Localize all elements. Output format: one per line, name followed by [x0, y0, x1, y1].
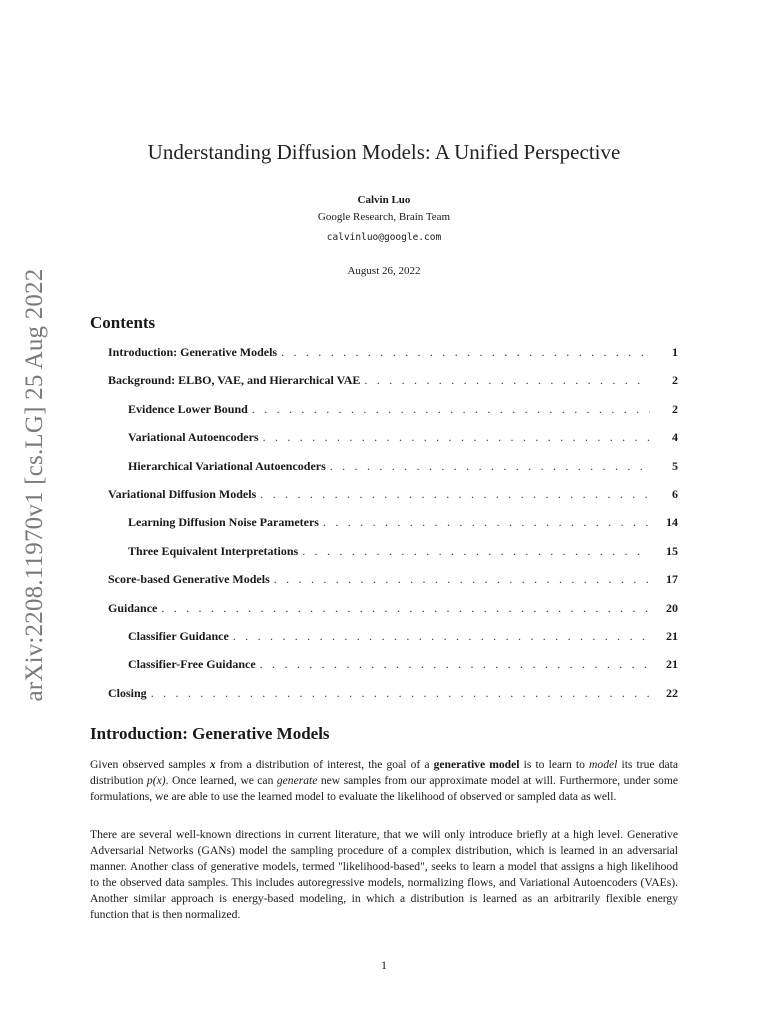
toc-leader-dots: [151, 686, 650, 701]
emphasized-word: model: [589, 758, 618, 771]
arxiv-identifier-stamp: arXiv:2208.11970v1 [cs.LG] 25 Aug 2022: [21, 268, 48, 702]
toc-entry[interactable]: [108, 601, 678, 629]
toc-leader-dots: [252, 402, 650, 417]
toc-subentry[interactable]: [108, 515, 678, 543]
paragraph-text: new samples from our approximate model at will. Furthermore, under some formulations, we are able to use the learned model to evaluate the likelihood of observed or sampled data as well.: [90, 774, 678, 803]
toc-entry-label: Learning Diffusion Noise Parameters: [128, 515, 319, 530]
math-expression: p(x): [146, 774, 166, 787]
toc-entry-label: Hierarchical Variational Autoencoders: [128, 458, 326, 473]
paper-date: August 26, 2022: [347, 265, 421, 277]
paragraph-text: from a distribution of interest, the goal of a: [215, 758, 434, 771]
toc-entry-label: Variational Autoencoders: [128, 430, 259, 445]
toc-leader-dots: [364, 373, 650, 388]
paragraph-text: its true data distribution: [90, 758, 679, 787]
toc-subentry[interactable]: [108, 657, 678, 685]
toc-entry[interactable]: [108, 686, 678, 714]
toc-leader-dots: [302, 544, 650, 559]
toc-entry-page: 2: [672, 401, 678, 416]
toc-subentry[interactable]: [108, 629, 678, 657]
toc-entry-page: 1: [672, 345, 678, 359]
author-email: calvinluo@google.com: [326, 232, 442, 243]
page-number: 1: [381, 958, 387, 972]
toc-entry[interactable]: [108, 487, 678, 515]
toc-entry-label: Guidance: [108, 600, 158, 615]
toc-entry-label: Background: ELBO, VAE, and Hierarchical VAE: [108, 373, 361, 388]
author-affiliation: Google Research, Brain Team: [317, 211, 451, 223]
emphasized-word: generate: [276, 774, 318, 787]
toc-leader-dots: [263, 430, 650, 445]
toc-entry-label: Evidence Lower Bound: [128, 401, 248, 416]
toc-entry-label: Variational Diffusion Models: [108, 486, 257, 501]
toc-entry[interactable]: [108, 373, 678, 401]
toc-entry-page: 21: [666, 657, 678, 672]
section-heading: Introduction: Generative Models: [90, 724, 330, 743]
toc-entry-page: 17: [666, 572, 678, 587]
toc-entry-label: Closing: [108, 685, 147, 700]
toc-entry-label: Classifier Guidance: [128, 628, 229, 643]
toc-leader-dots: [260, 487, 650, 502]
contents-heading: Contents: [90, 313, 156, 332]
toc-entry-label: Introduction: Generative Models: [108, 345, 278, 359]
toc-entry-page: 21: [666, 628, 678, 643]
toc-entry[interactable]: [108, 345, 678, 373]
toc-entry-label: Classifier-Free Guidance: [128, 657, 256, 672]
toc-leader-dots: [330, 459, 650, 474]
toc-entry-page: 20: [666, 600, 678, 615]
toc-entry-page: 4: [672, 430, 678, 445]
paper-title: Understanding Diffusion Models: A Unified Perspective: [147, 140, 621, 164]
author-name: Calvin Luo: [357, 194, 411, 206]
toc-subentry[interactable]: [108, 459, 678, 487]
toc-leader-dots: [281, 345, 650, 360]
toc-leader-dots: [274, 572, 650, 587]
toc-entry-page: 5: [672, 458, 678, 473]
paragraph-text: Given observed samples: [90, 758, 210, 771]
toc-leader-dots: [260, 657, 650, 672]
paragraph-text: is to learn to: [519, 758, 590, 771]
toc-subentry[interactable]: [108, 544, 678, 572]
table-of-contents: [108, 345, 678, 714]
math-variable: x: [209, 758, 216, 771]
toc-entry-page: 22: [666, 685, 678, 700]
toc-leader-dots: [161, 601, 650, 616]
paragraph-text: . Once learned, we can: [165, 774, 277, 787]
toc-entry-page: 15: [666, 543, 678, 558]
toc-leader-dots: [323, 515, 650, 530]
toc-entry-label: Three Equivalent Interpretations: [128, 543, 299, 558]
toc-entry-page: 6: [672, 486, 678, 501]
toc-entry[interactable]: [108, 572, 678, 600]
body-paragraph: [90, 757, 678, 805]
toc-entry-label: Score-based Generative Models: [108, 572, 270, 587]
toc-leader-dots: [233, 629, 650, 644]
toc-subentry[interactable]: [108, 402, 678, 430]
body-paragraph: There are several well-known directions in current literature, that we will only introduce briefly at a high level. Generative Adversarial Networks (GANs) model the sampling procedure of a complex distribution, which is learned in an adversarial manner. Another class of generative models, termed "likelihood-based", seeks to learn a model that assigns a high likelihood to the observed data samples. This includes autoregressive models, normalizing flows, and Variational Autoencoders (VAEs). Another similar approach is energy-based modeling, in which a distribution is learned as an arbitrarily flexible energy function that is then normalized.: [90, 828, 678, 921]
toc-entry-page: 14: [666, 515, 678, 530]
toc-subentry[interactable]: [108, 430, 678, 458]
bold-term: generative model: [433, 758, 520, 771]
toc-entry-page: 2: [672, 373, 678, 388]
